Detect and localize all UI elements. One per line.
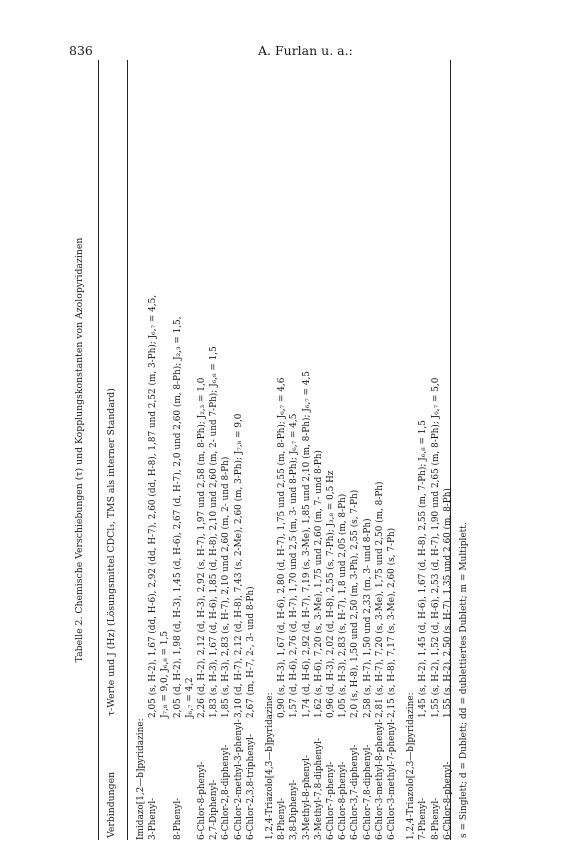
value-line: 2,81 (s, H-7), 7,20 (s, 3-Me), 1,75 und 2,50 (m, 8-Ph) bbox=[374, 481, 385, 718]
shift-values bbox=[301, 60, 313, 718]
value-line: J₆,₇ = 4,2 bbox=[184, 677, 195, 718]
compound-name: 3-Methyl-8-phenyl- bbox=[301, 755, 312, 840]
compound-name: 7-Phenyl- bbox=[418, 797, 429, 840]
compound-name: 6-Chlor-3-methyl-7-phenyl- bbox=[387, 719, 398, 840]
value-line: 2,0 (s, H-8), 1,50 und 2,50 (m, 3-Ph), 2,55 (s, 7-Ph) bbox=[350, 489, 361, 718]
table-row bbox=[196, 60, 208, 840]
rotated-table bbox=[68, 60, 488, 840]
section-heading: 1,2,4-Triazolo[2,3—b]pyridazine: bbox=[406, 692, 417, 840]
table-row bbox=[362, 60, 374, 840]
value-line: 1,74 (d, H-6), 2,92 (d, H-7), 7,19 (s, 3-Me), 1,85 und 2,10 (m, 8-Ph); J₆,₇ = 4,5 bbox=[301, 371, 312, 718]
shift-values bbox=[313, 60, 325, 718]
table-row bbox=[288, 60, 300, 840]
shift-values bbox=[147, 60, 171, 718]
value-line: 1,45 (s, H-2), 1,45 (d, H-6), 1,67 (d, H-8), 2,55 (m, 7-Ph); J₆,₈ = 1,5 bbox=[418, 420, 429, 718]
table-row bbox=[325, 60, 337, 840]
compound-name: 6-Chlor-7,8-diphenyl- bbox=[362, 744, 373, 840]
value-line: 1,83 (s, H-3), 1,67 (d, H-6), 1,85 (d, H-8), 2,10 und 2,60 (m, 2- und 7-Ph); J₆,₈ = 1,5 bbox=[209, 346, 220, 718]
table-row bbox=[313, 60, 325, 840]
table-footnote: s = Singlett; d = Dublett; dd = dublettiertes Dublett; m = Multiplett. bbox=[459, 522, 469, 838]
shift-values bbox=[417, 60, 429, 718]
table-row bbox=[233, 60, 245, 840]
value-line: 2,05 (s, H-2), 1,67 (dd, H-6), 2,92 (dd, H-7), 2,60 (dd, H-8), 1,87 und 2,52 (m, 3-Ph); J₆,₇ = 4,5, bbox=[148, 294, 159, 718]
shift-values bbox=[220, 60, 232, 718]
bottom-rule bbox=[450, 60, 451, 840]
compound-name: 3-Methyl-7,8-diphenyl- bbox=[313, 738, 324, 840]
compound-name: 3-Phenyl- bbox=[148, 797, 159, 840]
shift-values bbox=[386, 60, 398, 718]
value-line: 2,67 (m, H-7, 2-, 3- und 8-Ph) bbox=[245, 586, 256, 718]
value-line: 2,15 (s, H-8), 7,17 (s, 3-Me), 2,60 (s, 7-Ph) bbox=[387, 527, 398, 718]
shift-values bbox=[337, 60, 349, 718]
table-row bbox=[245, 60, 257, 840]
table-row bbox=[337, 60, 349, 840]
shift-values bbox=[349, 60, 361, 718]
shift-values bbox=[430, 60, 442, 718]
table-row bbox=[349, 60, 361, 840]
compound-name: 8-Phenyl- bbox=[172, 797, 183, 840]
compound-name: 8-Phenyl- bbox=[430, 797, 441, 840]
table-row bbox=[430, 60, 442, 840]
compound-name: 6-Chlor-7-phenyl- bbox=[326, 761, 337, 840]
compound-name: 6-Chlor-3-methyl-8-phenyl- bbox=[374, 719, 385, 840]
compound-name: 6-Chlor-2,3,8-triphenyl- bbox=[245, 733, 256, 840]
table-body bbox=[132, 60, 454, 840]
shift-values bbox=[172, 60, 196, 718]
section-heading: Imidazo[1,2—b]pyridazine: bbox=[136, 718, 146, 840]
value-line: 2,05 (d, H-2), 1,98 (d, H-3), 1,45 (d, H-6), 2,67 (d, H-7), 2,0 und 2,60 (m, 8-Ph); J₂,₃ = 1,5, bbox=[172, 316, 183, 718]
value-line: 1,62 (s, H-6), 7,20 (s, 3-Me), 1,75 und 2,60 (m, 7- und 8-Ph) bbox=[313, 450, 324, 718]
compound-name: 6-Chlor-8-phenyl- bbox=[442, 761, 453, 840]
table-row bbox=[386, 60, 398, 840]
value-line: J₇,₈ = 9,0, J₆,₈ = 1,5 bbox=[160, 630, 171, 718]
table-row bbox=[301, 60, 313, 840]
shift-values bbox=[288, 60, 300, 718]
table-row bbox=[442, 60, 454, 840]
compound-name: 3,8-Diphenyl- bbox=[289, 779, 300, 840]
compound-name: 6-Chlor-8-phenyl- bbox=[197, 761, 208, 840]
compound-name: 8-Phenyl- bbox=[277, 797, 288, 840]
column-header-compounds: Verbindungen bbox=[106, 771, 117, 838]
compound-name: 6-Chlor-2,8-diphenyl- bbox=[221, 744, 232, 840]
table-row bbox=[374, 60, 386, 840]
shift-values bbox=[362, 60, 374, 718]
value-line: 1,55 (s, H-2), 2,50 (s, H-7), 1,35 und 2,60 (m, 8-Ph) bbox=[442, 488, 453, 718]
column-header-values: τ-Werte und J (Hz) (Lösungsmittel CDCl₃, TMS als interner Standard) bbox=[106, 388, 117, 716]
table-row bbox=[147, 60, 171, 840]
value-line: 0,96 (d, H-3), 2,02 (d, H-8), 2,55 (s, 7-Ph); J₃,₈ = 0,5 Hz bbox=[326, 470, 337, 718]
table-row bbox=[220, 60, 232, 840]
compound-name: 2,7-Diphenyl- bbox=[209, 779, 220, 840]
shift-values bbox=[442, 60, 454, 718]
shift-values bbox=[325, 60, 337, 718]
compound-name: 6-Chlor-2-methyl-3-phenyl- bbox=[233, 719, 244, 840]
shift-values bbox=[208, 60, 220, 718]
section-heading: 1,2,4-Triazolo[4,3—b]pyridazine: bbox=[265, 692, 276, 840]
table-row bbox=[417, 60, 429, 840]
value-line: 1,57 (d, H-6), 2,76 (d, H-7), 1,70 und 2,5 (m, 3- und 8-Ph); J₆,₇ = 4,5 bbox=[289, 413, 300, 718]
shift-values bbox=[374, 60, 386, 718]
compound-name: 6-Chlor-3,7-diphenyl- bbox=[350, 744, 361, 840]
table-row bbox=[208, 60, 220, 840]
table-row bbox=[172, 60, 196, 840]
shift-values bbox=[245, 60, 257, 718]
compound-name: 6-Chlor-8-phenyl- bbox=[338, 761, 349, 840]
value-line: 1,05 (s, H-3), 2,83 (s, H-7), 1,8 und 2,05 (m, 8-Ph) bbox=[338, 493, 349, 718]
value-line: 2,58 (s, H-7), 1,50 und 2,33 (m, 3- und 8-Ph) bbox=[362, 518, 373, 718]
value-line: 3,10 (d, H-7), 2,12 (d, H-8), 7,43 (s, 2-Me), 2,60 (m, 3-Ph); J₇,₈ = 9,0 bbox=[233, 413, 244, 718]
table-caption: Tabelle 2. Chemische Verschiebungen (τ) und Kopplungskonstanten von Azolopyridazinen bbox=[74, 237, 85, 663]
running-head: A. Furlan u. a.: bbox=[258, 43, 353, 58]
shift-values bbox=[196, 60, 208, 718]
table-row bbox=[276, 60, 288, 840]
top-rule bbox=[98, 60, 99, 840]
shift-values bbox=[233, 60, 245, 718]
value-line: 1,55 (s, H-2), 1,52 (d, H-6), 2,53 (d, H-7), 1,90 und 2,65 (m, 8-Ph); J₆,₇ = 5,0 bbox=[430, 377, 441, 718]
header-rule bbox=[127, 60, 128, 840]
value-line: 1,85 (s, H-3), 2,83 (s, H-7), 2,10 und 2,60 (m, 2- und 8-Ph) bbox=[221, 456, 232, 718]
value-line: 2,26 (d, H-2), 2,12 (d, H-3), 2,92 (s, H-7), 1,97 und 2,58 (m, 8-Ph); J₂,₃ = 1,0 bbox=[197, 377, 208, 718]
value-line: 0,90 (s, H-3), 1,67 (d, H-6), 2,80 (d, H-7), 1,75 und 2,55 (m, 8-Ph); J₆,₇ = 4,6 bbox=[277, 377, 288, 718]
shift-values bbox=[276, 60, 288, 718]
page-number: 836 bbox=[69, 43, 93, 58]
